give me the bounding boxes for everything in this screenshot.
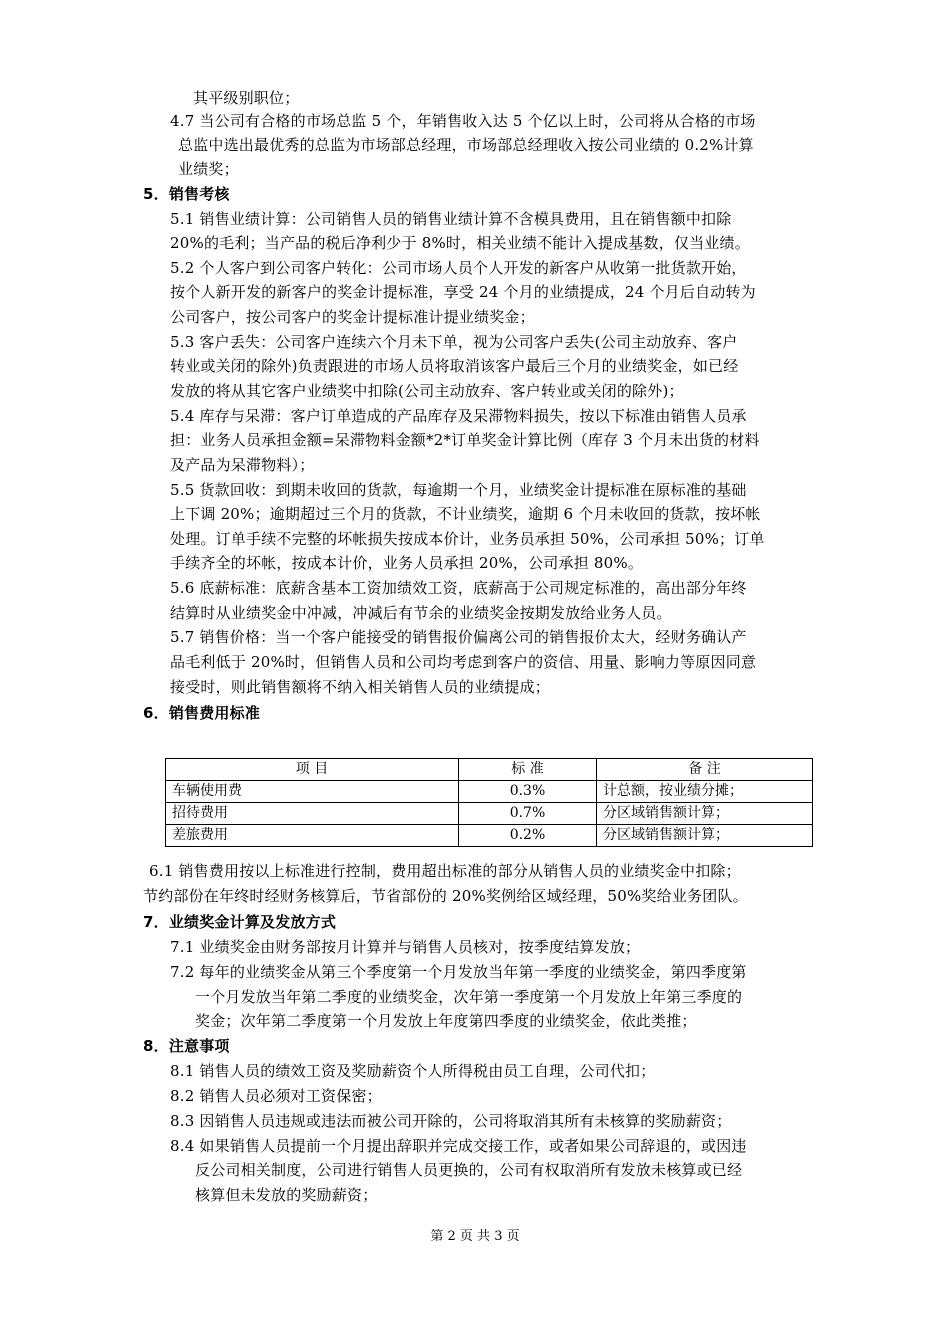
text-line: 奖金；次年第二季度第一个月发放上年度第四季度的业绩奖金，依此类推； <box>195 1012 697 1030</box>
text-line: 品毛利低于 20%时，但销售人员和公司均考虑到客户的资信、用量、影响力等原因同意 <box>170 653 757 671</box>
text-line: 7.2 每年的业绩奖金从第三个季度第一个月发放当年第一季度的业绩奖金，第四季度第 <box>170 963 747 981</box>
text-line: 其平级别职位； <box>193 89 300 107</box>
text-line: 转业或关闭的除外)负责跟进的市场人员将取消该客户最后三个月的业绩奖金，如已经 <box>170 357 739 375</box>
sales-expense-table <box>165 758 813 847</box>
text-line: 核算但未发放的奖励薪资； <box>195 1186 378 1204</box>
table-cell: 车辆使用费 <box>166 781 459 803</box>
text-line: 20%的毛利；当产品的税后净利少于 8%时，相关业绩不能计入提成基数，仅当业绩。 <box>170 234 750 252</box>
text-line: 5.6 底薪标准：底薪含基本工资加绩效工资，底薪高于公司规定标准的，高出部分年终 <box>170 579 747 597</box>
section-heading: 8．注意事项 <box>143 1037 230 1055</box>
text-line: 5.3 客户丢失：公司客户连续六个月未下单，视为公司客户丢失(公司主动放弃、客户 <box>170 333 738 351</box>
table-cell: 0.2% <box>459 825 597 847</box>
table-cell: 分区域销售额计算； <box>597 803 813 825</box>
text-line: 8.3 因销售人员违规或违法而被公司开除的，公司将取消其所有未核算的奖励薪资； <box>170 1112 732 1130</box>
text-line: 8.4 如果销售人员提前一个月提出辞职并完成交接工作，或者如果公司辞退的，或因违 <box>170 1137 747 1155</box>
text-line: 公司客户，按公司客户的奖金计提标准计提业绩奖金； <box>170 308 535 326</box>
table-row <box>166 803 813 825</box>
text-line: 5.4 库存与呆滞：客户订单造成的产品库存及呆滞物料损失，按以下标准由销售人员承 <box>170 407 747 425</box>
section-heading: 5．销售考核 <box>143 185 230 203</box>
text-line: 节约部份在年终时经财务核算后，节省部份的 20%奖例给区域经理，50%奖给业务团队。 <box>143 887 748 905</box>
table-cell: 计总额，按业绩分摊； <box>597 781 813 803</box>
section-heading: 6．销售费用标准 <box>143 704 261 722</box>
text-line: 按个人新开发的新客户的奖金计提标准，享受 24 个月的业绩提成，24 个月后自动转为 <box>170 283 756 301</box>
text-line: 总监中选出最优秀的总监为市场部总经理，市场部总经理收入按公司业绩的 0.2%计算 <box>178 136 754 154</box>
table-cell: 0.7% <box>459 803 597 825</box>
text-line: 5.2 个人客户到公司客户转化：公司市场人员个人开发的新客户从收第一批货款开始， <box>170 259 747 277</box>
text-line: 8.2 销售人员必须对工资保密； <box>170 1087 382 1105</box>
text-line: 4.7 当公司有合格的市场总监 5 个，年销售收入达 5 个亿以上时，公司将从合格的市场 <box>170 112 756 130</box>
text-line: 5.7 销售价格：当一个客户能接受的销售报价偏离公司的销售报价太大，经财务确认产 <box>170 628 747 646</box>
text-line: 上下调 20%；逾期超过三个月的货款，不计业绩奖，逾期 6 个月未收回的货款，按坏帐 <box>170 505 761 523</box>
text-line: 6.1 销售费用按以上标准进行控制，费用超出标准的部分从销售人员的业绩奖金中扣除； <box>149 862 741 880</box>
table-cell: 分区域销售额计算； <box>597 825 813 847</box>
table-row <box>166 781 813 803</box>
text-line: 结算时从业绩奖金中冲减，冲减后有节余的业绩奖金按期发放给业务人员。 <box>170 604 672 622</box>
text-line: 5.5 货款回收：到期未收回的货款，每逾期一个月，业绩奖金计提标准在原标准的基础 <box>170 481 747 499</box>
text-line: 处理。订单手续不完整的坏帐损失按成本价计，业务员承担 50%，公司承担 50%；订单 <box>170 530 765 548</box>
text-line: 一个月发放当年第二季度的业绩奖金，次年第一季度第一个月发放上年第三季度的 <box>195 988 743 1006</box>
table-cell: 招待费用 <box>166 803 459 825</box>
text-line: 发放的将从其它客户业绩奖中扣除(公司主动放弃、客户转业或关闭的除外)； <box>170 382 684 400</box>
text-line: 5.1 销售业绩计算：公司销售人员的销售业绩计算不含模具费用，且在销售额中扣除 <box>170 210 732 228</box>
text-line: 手续齐全的坏帐，按成本计价，业务人员承担 20%，公司承担 80%。 <box>170 554 644 572</box>
table-row <box>166 825 813 847</box>
header-cell: 备 注 <box>597 759 813 781</box>
text-line: 接受时，则此销售额将不纳入相关销售人员的业绩提成； <box>170 678 551 696</box>
section-heading: 7．业绩奖金计算及发放方式 <box>143 913 337 931</box>
text-line: 及产品为呆滞物料）； <box>170 456 315 474</box>
text-line: 8.1 销售人员的绩效工资及奖励薪资个人所得税由员工自理，公司代扣； <box>170 1062 656 1080</box>
table-header-row <box>166 759 813 781</box>
table-cell: 0.3% <box>459 781 597 803</box>
text-line: 业绩奖； <box>178 160 239 178</box>
table-cell: 差旅费用 <box>166 825 459 847</box>
text-line: 反公司相关制度，公司进行销售人员更换的，公司有权取消所有发放未核算或已经 <box>195 1161 743 1179</box>
text-line: 担：业务人员承担金额=呆滞物料金额*2*订单奖金计算比例（库存 3 个月未出货的材料 <box>170 431 760 449</box>
page-number-footer: 第 2 页 共 3 页 <box>430 1229 520 1244</box>
header-cell: 标 准 <box>459 759 597 781</box>
text-line: 7.1 业绩奖金由财务部按月计算并与销售人员核对，按季度结算发放； <box>170 938 641 956</box>
header-cell: 项 目 <box>166 759 459 781</box>
